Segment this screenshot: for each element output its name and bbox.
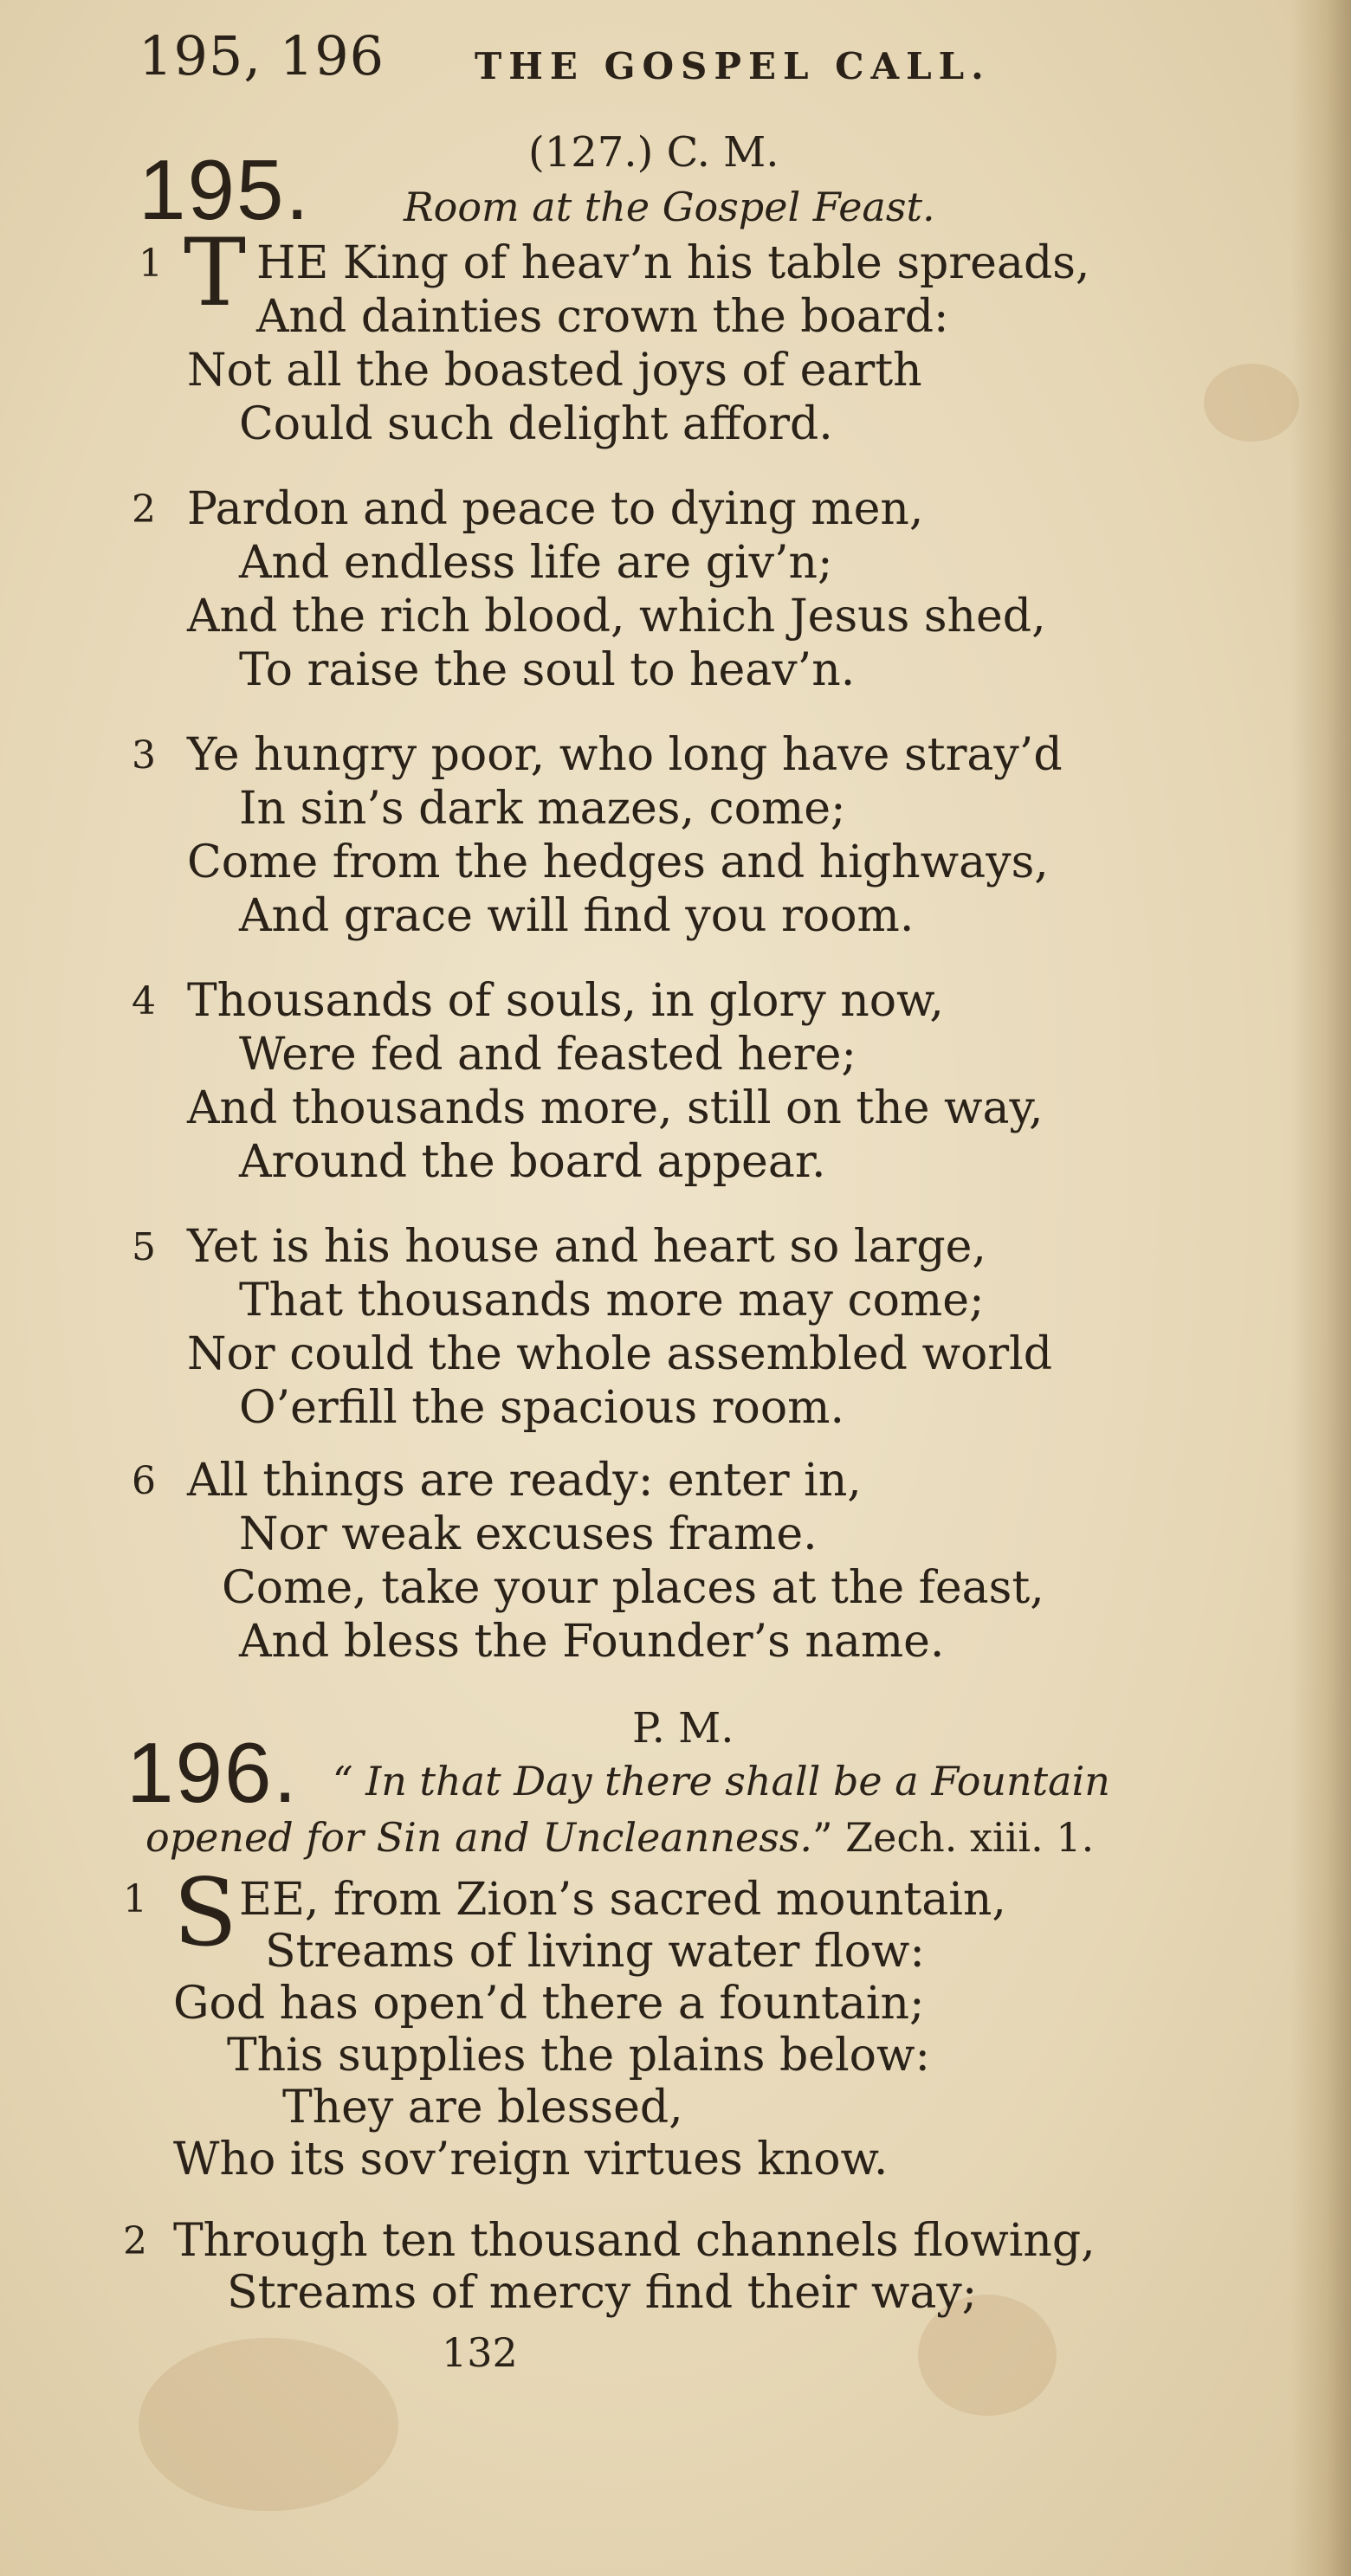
verse-number: 1: [139, 242, 163, 286]
scripture-reference: ” Zech. xiii. 1.: [812, 1814, 1095, 1861]
verse-line: O’erfill the spacious room.: [239, 1382, 845, 1434]
verse-line: Come, take your places at the feast,: [222, 1562, 1044, 1614]
verse-line: EE, from Zion’s sacred mountain,: [239, 1874, 1006, 1926]
verse-number: 4: [132, 979, 156, 1023]
verse-line: HE King of heav’n his table spreads,: [256, 237, 1090, 289]
verse-line: And bless the Founder’s name.: [239, 1616, 945, 1668]
verse-line: That thousands more may come;: [239, 1275, 985, 1327]
verse-line: Could such delight afford.: [239, 398, 833, 450]
verse-line: Ye hungry poor, who long have stray’d: [187, 729, 1063, 781]
hymn-number: 196.: [126, 1725, 299, 1820]
paper-stain: [139, 2338, 398, 2511]
hymn-subtitle: Room at the Gospel Feast.: [404, 184, 935, 230]
verse-number: 6: [132, 1459, 156, 1503]
verse-line: Around the board appear.: [239, 1136, 826, 1188]
verse-line: Were fed and feasted here;: [239, 1029, 856, 1081]
verse-line: Thousands of souls, in glory now,: [187, 975, 944, 1027]
hymn-meter: P. M.: [632, 1704, 734, 1753]
page-edge-shadow: [1290, 0, 1351, 2576]
verse-line: This supplies the plains below:: [227, 2030, 930, 2082]
page-number: 132: [442, 2329, 518, 2376]
hymn-meter: (127.) C. M.: [528, 128, 779, 177]
verse-line: And grace will find you room.: [239, 890, 915, 942]
paper-stain: [1204, 364, 1299, 442]
verse-line: And thousands more, still on the way,: [187, 1082, 1044, 1134]
verse-line: Yet is his house and heart so large,: [187, 1221, 986, 1273]
verse-line: Nor weak excuses frame.: [239, 1508, 818, 1560]
running-head-title: THE GOSPEL CALL.: [475, 45, 991, 87]
verse-line: Not all the boasted joys of earth: [187, 345, 922, 397]
hymn-subtitle-line-2: [145, 1814, 1094, 1861]
verse-line: Who its sov’reign virtues know.: [173, 2134, 889, 2185]
drop-cap: T: [184, 219, 247, 327]
verse-line: Pardon and peace to dying men,: [187, 483, 924, 535]
verse-number: 2: [132, 487, 156, 532]
verse-number: 3: [132, 733, 156, 778]
verse-line: All things are ready: enter in,: [187, 1455, 862, 1507]
drop-cap: S: [173, 1859, 237, 1967]
verse-line: Streams of living water flow:: [265, 1926, 925, 1978]
verse-number: 5: [132, 1225, 156, 1269]
hymn-subtitle-line-1: “ In that Day there shall be a Fountain: [333, 1758, 1110, 1804]
verse-line: And dainties crown the board:: [256, 291, 949, 343]
verse-line: And the rich blood, which Jesus shed,: [187, 591, 1046, 642]
hymn-number: 195.: [139, 142, 311, 237]
verse-line: And endless life are giv’n;: [239, 537, 833, 589]
verse-line: Nor could the whole assembled world: [187, 1328, 1053, 1380]
verse-line: In sin’s dark mazes, come;: [239, 783, 846, 835]
verse-number: 1: [123, 1877, 147, 1921]
verse-line: To raise the soul to heav’n.: [239, 644, 856, 696]
verse-line: Come from the hedges and highways,: [187, 836, 1049, 888]
subtitle-italic: opened for Sin and Uncleanness.: [145, 1814, 813, 1861]
running-head-numbers: 195, 196: [139, 24, 385, 87]
verse-line: Streams of mercy find their way;: [227, 2267, 978, 2319]
verse-line: Through ten thousand channels flowing,: [173, 2215, 1096, 2267]
verse-line: They are blessed,: [282, 2082, 683, 2134]
verse-line: God has open’d there a fountain;: [173, 1978, 925, 2030]
verse-number: 2: [123, 2219, 147, 2263]
